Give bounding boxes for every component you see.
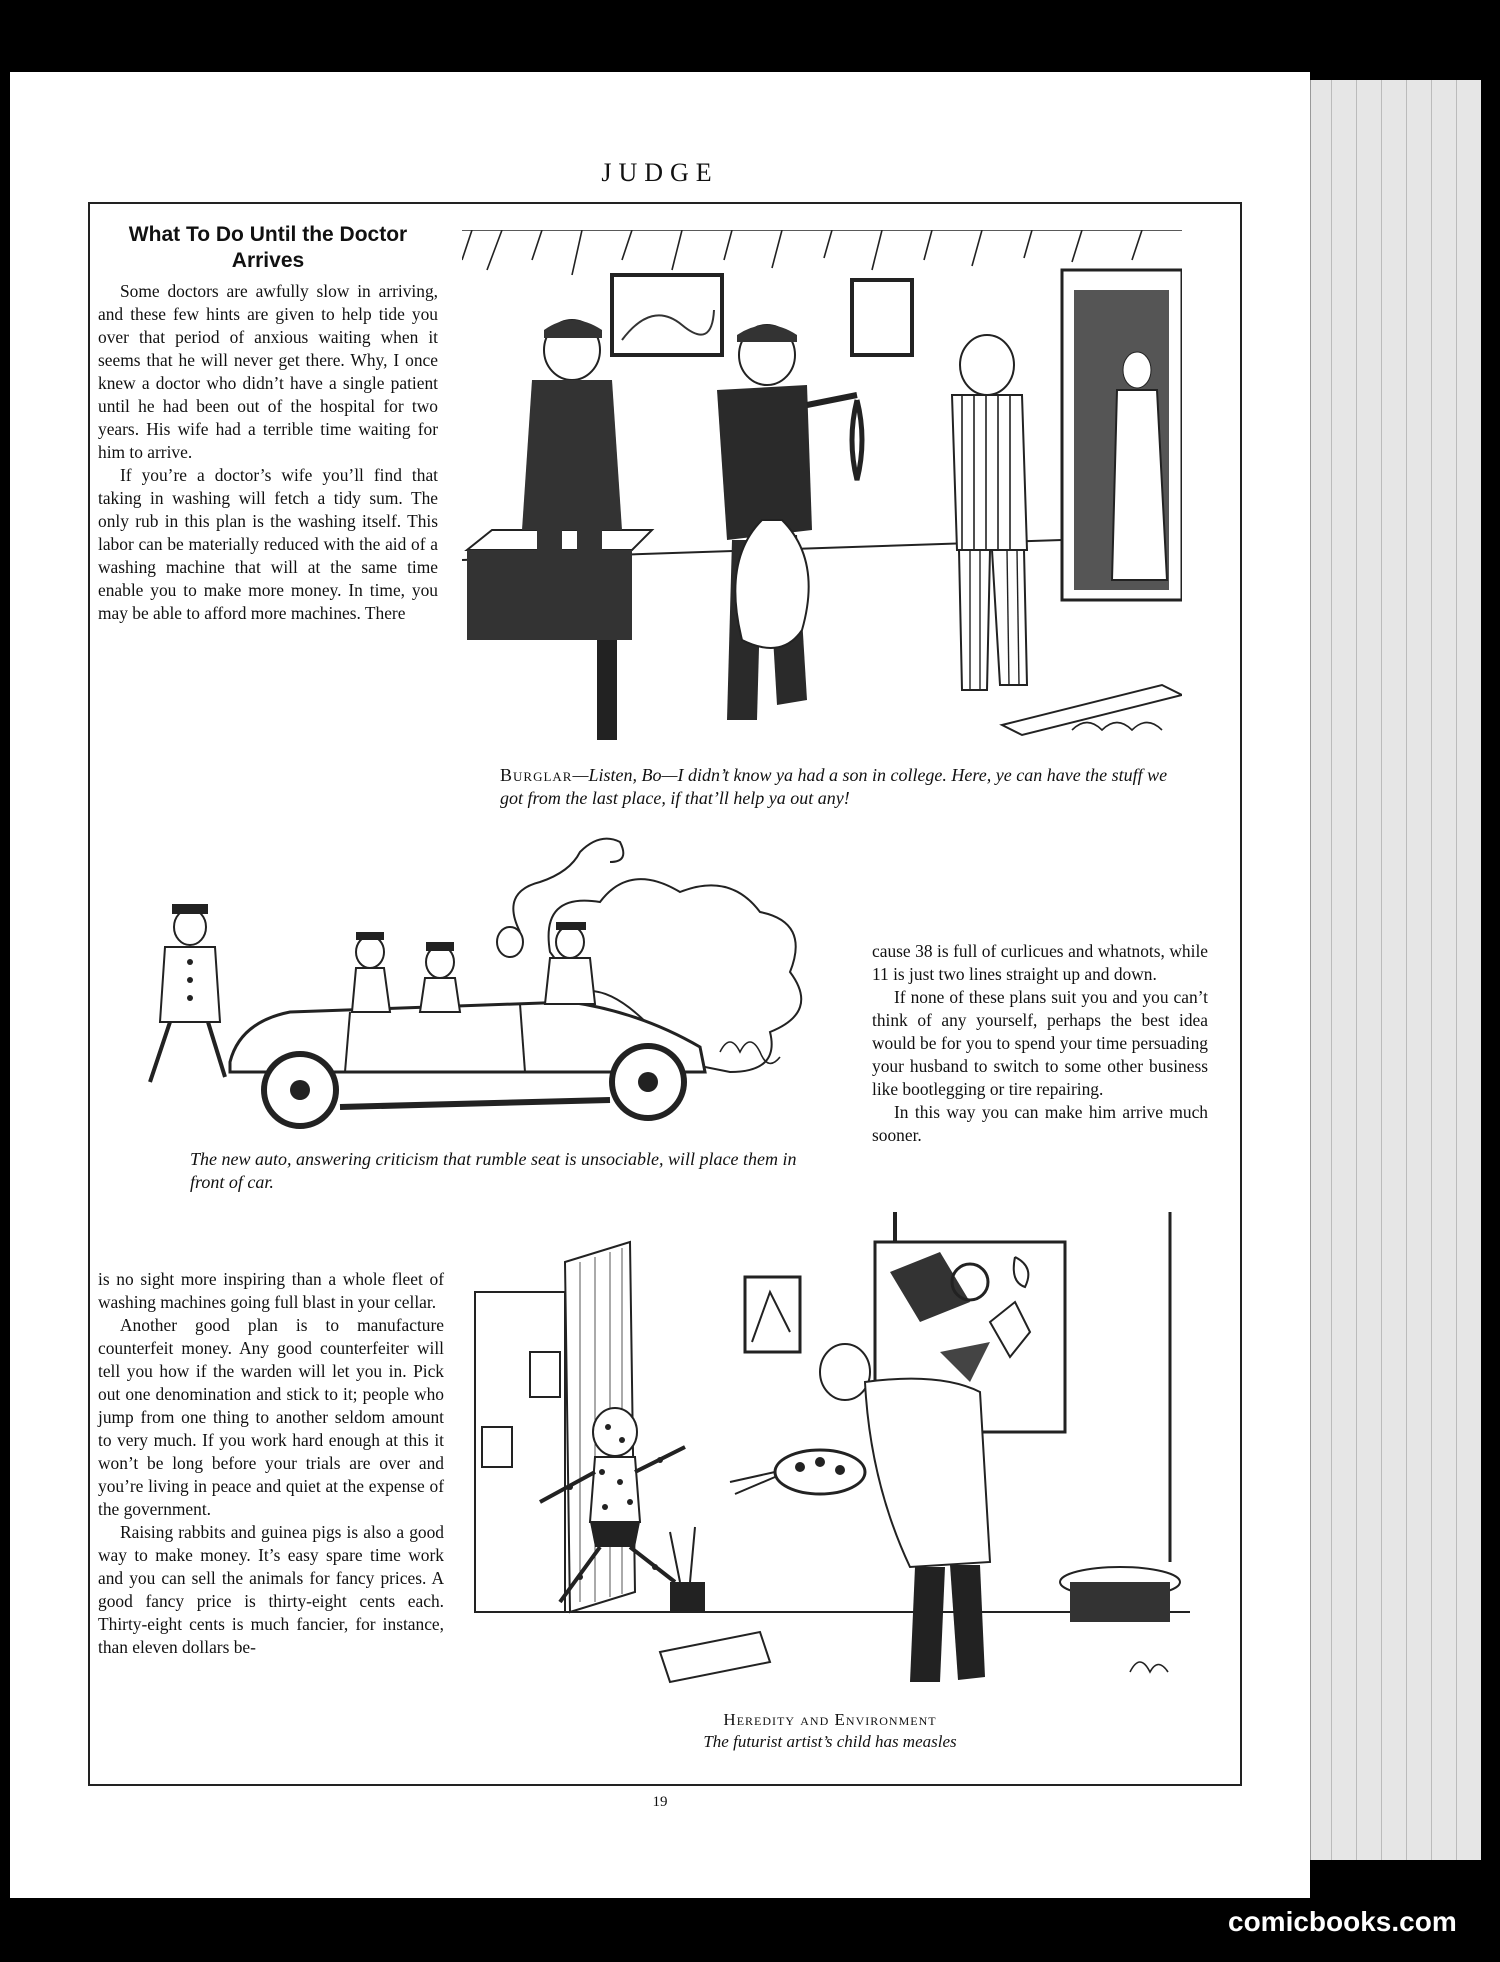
burglar-caption [500, 764, 1180, 810]
burglar-illustration [462, 230, 1182, 750]
magazine-page [10, 72, 1310, 1898]
paragraph: If you’re a doctor’s wife you’ll find that taking in washing will fetch a tidy sum. The only rub in this plan is the washing itself. This labor can be materially reduced with the aid of a washing machine that will at the same time enable you to make more money. In time, you may be able to afford more machines. There [98, 465, 438, 623]
heredity-illustration [470, 1182, 1190, 1702]
article-column-3 [872, 940, 1208, 1147]
article-column-1 [98, 222, 438, 625]
paragraph: cause 38 is full of curlicues and whatnots, while 11 is just two lines straight up and down. [872, 941, 1208, 984]
article-title: What To Do Until the Doctor Arrives [128, 223, 408, 272]
page-number: 19 [652, 1794, 668, 1810]
paragraph: is no sight more inspiring than a whole fleet of washing machines going full blast in your cellar. [98, 1269, 444, 1312]
auto-caption: The new auto, answering criticism that rumble seat is unsociable, will place them in front of car. [190, 1149, 797, 1192]
heredity-caption: The futurist artist’s child has measles [703, 1732, 957, 1751]
article-column-2 [98, 1268, 444, 1659]
auto-cartoon [120, 832, 820, 1142]
paragraph: Another good plan is to manufacture counterfeit money. Any good counterfeiter will tell you how if the warden will let you in. Pick out one denomination and stick to it; people who jump from one thing to another seldom amount to very much. If you work hard enough at this it won’t be long before your trials are over and you’re living in peace and quiet at the expense of the government. [98, 1315, 444, 1519]
magazine-header: JUDGE [601, 158, 719, 187]
auto-illustration [120, 832, 820, 1142]
page-edge [1310, 80, 1481, 1860]
watermark: comicbooks.com [1228, 1906, 1457, 1937]
caption-line: —Listen, Bo—I didn’t know ya had a son in college. Here, ye can have the stuff we got from the last place, if that’ll help ya out any! [500, 765, 1168, 808]
heredity-cartoon [470, 1182, 1190, 1757]
paragraph: Some doctors are awfully slow in arriving, and these few hints are given to help tide you over that period of anxious waiting when it seems that he will never get there. Why, I once knew a doctor who didn’t have a single patient until he had been out of the hospital for two years. His wife had a terrible time waiting for him to arrive. [98, 281, 438, 462]
heredity-title: Heredity and Environment [723, 1710, 937, 1729]
paragraph: If none of these plans suit you and you can’t think of any yourself, perhaps the best idea would be for you to spend your time persuading your husband to switch to some other business like bootlegging or tire repairing. [872, 987, 1208, 1099]
burglar-cartoon [462, 230, 1182, 750]
paragraph: In this way you can make him arrive much sooner. [872, 1102, 1208, 1145]
paragraph: Raising rabbits and guinea pigs is also a good way to make money. It’s easy spare time work and you can sell the animals for fancy prices. A good fancy price is thirty-eight cents each. Thirty-eight cents is much fancier, for instance, than eleven dollars be- [98, 1522, 444, 1657]
caption-speaker: Burglar [500, 765, 573, 785]
